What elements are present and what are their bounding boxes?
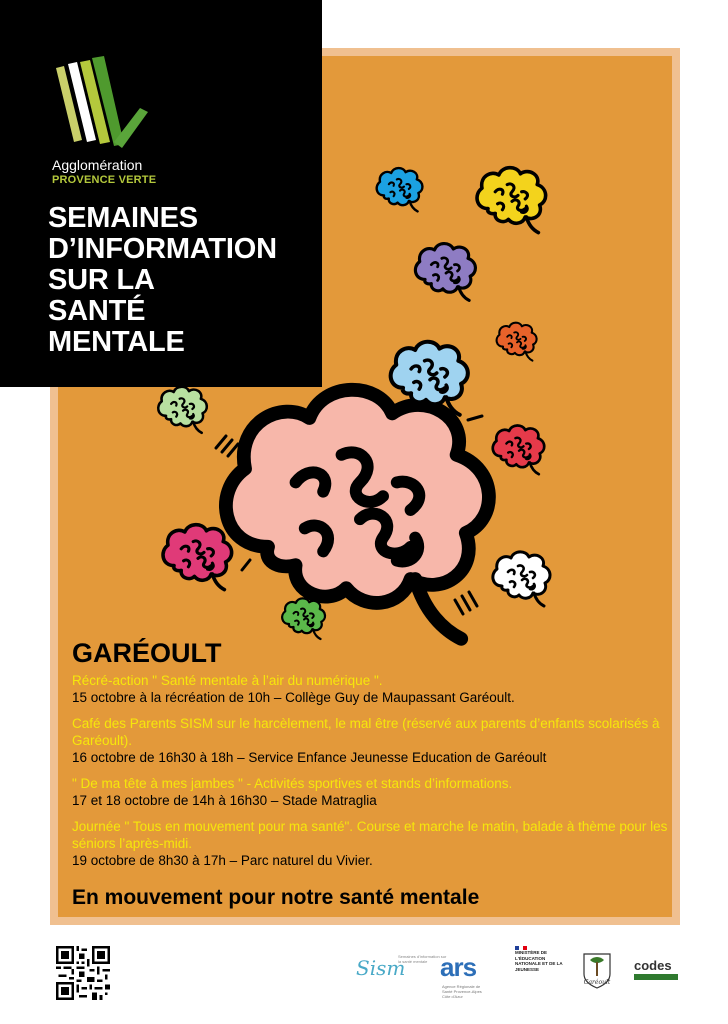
event-detail: 16 octobre de 16h30 à 18h – Service Enfance Jeunesse Education de Garéoult [72,750,547,765]
title-line: SUR LA [48,264,155,296]
event-detail: 15 octobre à la récréation de 10h – Collège Guy de Maupassant Garéoult. [72,690,515,705]
partner-logos [350,944,690,1004]
event-list [72,672,672,878]
logo-bars-icon [52,56,162,152]
title-line: SEMAINES [48,202,198,234]
title-line: SANTÉ [48,295,146,327]
brain-icon [158,387,207,433]
gareoult-label: Garéoult [583,979,611,986]
event-title: " De ma tête à mes jambes " - Activités sportives et stands d’informations. [72,776,513,791]
codes-bar [634,974,678,980]
ars-logo: ars [440,952,477,982]
title-line: MENTALE [48,326,185,358]
brain-icon [282,598,325,639]
town-heading: GARÉOULT [72,638,222,668]
ars-subtitle: Agence Régionale de Santé Provence-Alpes Côte d'Azur [442,984,482,999]
brain-icon [415,244,475,301]
brain-icon [497,323,537,361]
brain-icon [493,552,550,606]
qr-code-icon[interactable] [56,946,110,1000]
slogan: En mouvement pour notre santé mentale [72,886,480,909]
sism-logo: Sism [356,956,406,980]
brain-icon [377,168,423,211]
ministry-logo: MINISTÈRE DE L'ÉDUCATION NATIONALE ET DE LA JEUNESSE [515,950,563,972]
brain-icon [477,168,546,233]
codes-logo: codes [634,958,672,973]
page-title [48,203,308,358]
main-brain-icon [226,390,489,639]
header-box [0,0,322,387]
event-title: Café des Parents SISM sur le harcèlement, le mal être (réservé aux parents d’enfants scolarisés à Garéoult). [72,716,660,748]
event-item [72,818,672,869]
brain-icon [163,525,232,590]
event-detail: 19 octobre de 8h30 à 17h – Parc naturel du Vivier. [72,853,373,868]
org-name: Agglomération [52,157,143,173]
gareoult-crest-icon [576,950,618,992]
brain-icon [493,425,544,474]
sism-subtitle: Semaines d'information sur la santé mentale [398,954,447,964]
event-title: Journée " Tous en mouvement pour ma santé". Course et marche le matin, balade à thème pour les séniors l’après-midi. [72,819,668,851]
title-line: D’INFORMATION [48,233,277,265]
event-detail: 17 et 18 octobre de 14h à 16h30 – Stade Matraglia [72,793,377,808]
event-item [72,715,672,766]
org-subname: PROVENCE VERTE [52,174,157,186]
event-title: Récré-action " Santé mentale à l’air du numérique ". [72,673,383,688]
event-item [72,672,672,706]
event-item [72,775,672,809]
